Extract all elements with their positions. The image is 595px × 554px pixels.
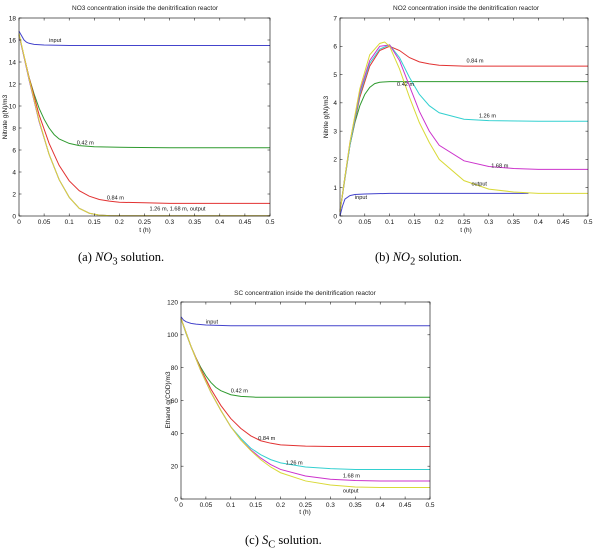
x-tick-label: 0.1 <box>385 219 395 226</box>
x-tick-label: 0.3 <box>165 219 175 226</box>
x-tick-label: 0.45 <box>398 502 412 509</box>
x-tick-label: 0.2 <box>276 502 286 509</box>
y-axis-label: Ethanol g(COD)/m3 <box>165 371 172 429</box>
chart-no2 <box>323 5 593 234</box>
series-line-cyan <box>340 45 588 212</box>
x-tick-label: 0.3 <box>325 502 335 509</box>
x-tick-label: 0 <box>17 219 21 226</box>
x-tick-label: 0.45 <box>556 219 570 226</box>
caption-sc: (c) $S_C$ solution. <box>245 533 322 551</box>
curve-annotation: 1.68 m <box>491 163 509 170</box>
chart-title: SC concentration inside the denitrification reactor <box>234 290 376 297</box>
plot-frame <box>19 18 270 216</box>
y-tick-label: 0 <box>174 496 178 504</box>
curve-annotation: 1.26 m <box>285 460 303 467</box>
y-tick-label: 120 <box>167 299 178 307</box>
x-tick-label: 0 <box>179 502 183 509</box>
x-tick-label: 0.4 <box>533 219 543 226</box>
curve-annotation: 0.42 m <box>397 81 415 88</box>
curve-annotation: output <box>342 488 359 495</box>
series-line-red <box>19 35 270 204</box>
curve-annotation: input <box>205 319 219 326</box>
x-tick-label: 0.25 <box>457 219 471 226</box>
x-tick-label: 0.3 <box>484 219 494 226</box>
series-line-magenta <box>19 35 270 216</box>
curve-annotation: 0.84 m <box>466 58 484 65</box>
y-tick-label: 14 <box>8 59 16 67</box>
series-line-yellow <box>181 318 430 487</box>
series-line-red <box>340 46 588 211</box>
series-line-yellow <box>19 33 270 215</box>
x-tick-label: 0.4 <box>375 502 385 509</box>
y-axis-label: Nitrate g(N)/m3 <box>2 94 9 140</box>
series-line-blue <box>340 193 528 216</box>
x-tick-label: 0.1 <box>64 219 74 226</box>
x-tick-label: 0.45 <box>238 219 252 226</box>
x-tick-label: 0.05 <box>358 219 372 226</box>
x-tick-label: 0.35 <box>348 502 362 509</box>
plot-frame <box>340 18 588 216</box>
y-tick-label: 60 <box>170 397 178 405</box>
x-tick-label: 0.2 <box>114 219 124 226</box>
y-tick-label: 5 <box>333 71 337 79</box>
x-tick-label: 0.15 <box>87 219 101 226</box>
y-tick-label: 6 <box>12 147 16 155</box>
y-tick-label: 20 <box>170 463 178 471</box>
x-tick-label: 0.05 <box>199 502 213 509</box>
y-tick-label: 7 <box>333 15 337 23</box>
caption-no2: (b) $NO_2$ solution. <box>375 250 462 268</box>
caption-no3: (a) $NO_3$ solution. <box>78 250 165 268</box>
y-tick-label: 18 <box>8 15 16 23</box>
y-tick-label: 1 <box>333 185 337 193</box>
y-tick-label: 3 <box>333 128 337 136</box>
curve-annotation: 1.26 m, 1.68 m, output <box>149 206 206 213</box>
x-tick-label: 0 <box>338 219 342 226</box>
series-line-green <box>340 82 588 212</box>
x-tick-label: 0.5 <box>425 502 435 509</box>
curve-annotation: 1.26 m <box>478 113 496 120</box>
x-tick-label: 0.25 <box>299 502 312 509</box>
curve-annotation: input <box>354 195 368 202</box>
series-line-yellow <box>340 42 588 212</box>
curve-annotation: input <box>49 38 62 45</box>
x-tick-label: 0.05 <box>37 219 51 226</box>
curve-annotation: 1.68 m <box>342 473 360 480</box>
y-tick-label: 4 <box>12 169 16 177</box>
chart-title: NO2 concentration inside the denitrification reactor <box>393 5 539 12</box>
series-line-cyan <box>19 35 270 216</box>
x-tick-label: 0.35 <box>188 219 202 226</box>
x-axis-label: t (h) <box>139 227 151 234</box>
x-axis-label: t (h) <box>299 509 311 516</box>
series-line-magenta <box>340 45 588 212</box>
y-tick-label: 40 <box>170 430 178 438</box>
series-line-blue <box>181 317 430 326</box>
series-line-red <box>181 318 430 446</box>
y-tick-label: 2 <box>12 191 16 199</box>
y-tick-label: 10 <box>8 103 16 111</box>
curve-annotation: output <box>471 181 488 188</box>
series-line-green <box>181 318 430 397</box>
x-tick-label: 0.5 <box>265 219 275 226</box>
y-tick-label: 2 <box>333 156 337 164</box>
y-tick-label: 16 <box>8 37 16 45</box>
series-line-magenta <box>181 318 430 481</box>
y-tick-label: 4 <box>333 100 337 108</box>
y-axis-label: Nitrite g(N)/m3 <box>323 95 330 139</box>
y-tick-label: 0 <box>333 213 337 221</box>
x-tick-label: 0.15 <box>249 502 263 509</box>
x-tick-label: 0.25 <box>138 219 151 226</box>
curve-annotation: 0.84 m <box>258 435 276 442</box>
x-tick-label: 0.1 <box>226 502 236 509</box>
x-tick-label: 0.35 <box>507 219 520 226</box>
y-tick-label: 100 <box>167 332 178 340</box>
x-axis-label: t (h) <box>460 227 472 234</box>
chart-title: NO3 concentration inside the denitrification reactor <box>72 5 218 12</box>
x-tick-label: 0.4 <box>215 219 225 226</box>
chart-no3 <box>2 5 275 234</box>
y-tick-label: 80 <box>170 364 178 372</box>
x-tick-label: 0.5 <box>583 219 593 226</box>
y-tick-label: 6 <box>333 43 337 51</box>
curve-annotation: 0.84 m <box>106 195 124 202</box>
chart-sc <box>165 290 435 516</box>
x-tick-label: 0.2 <box>434 219 444 226</box>
curve-annotation: 0.42 m <box>230 388 248 395</box>
curve-annotation: 0.42 m <box>76 140 94 147</box>
y-tick-label: 8 <box>12 125 16 133</box>
series-line-green <box>19 35 270 148</box>
y-tick-label: 0 <box>12 213 16 221</box>
y-tick-label: 12 <box>8 81 16 89</box>
x-tick-label: 0.15 <box>408 219 421 226</box>
